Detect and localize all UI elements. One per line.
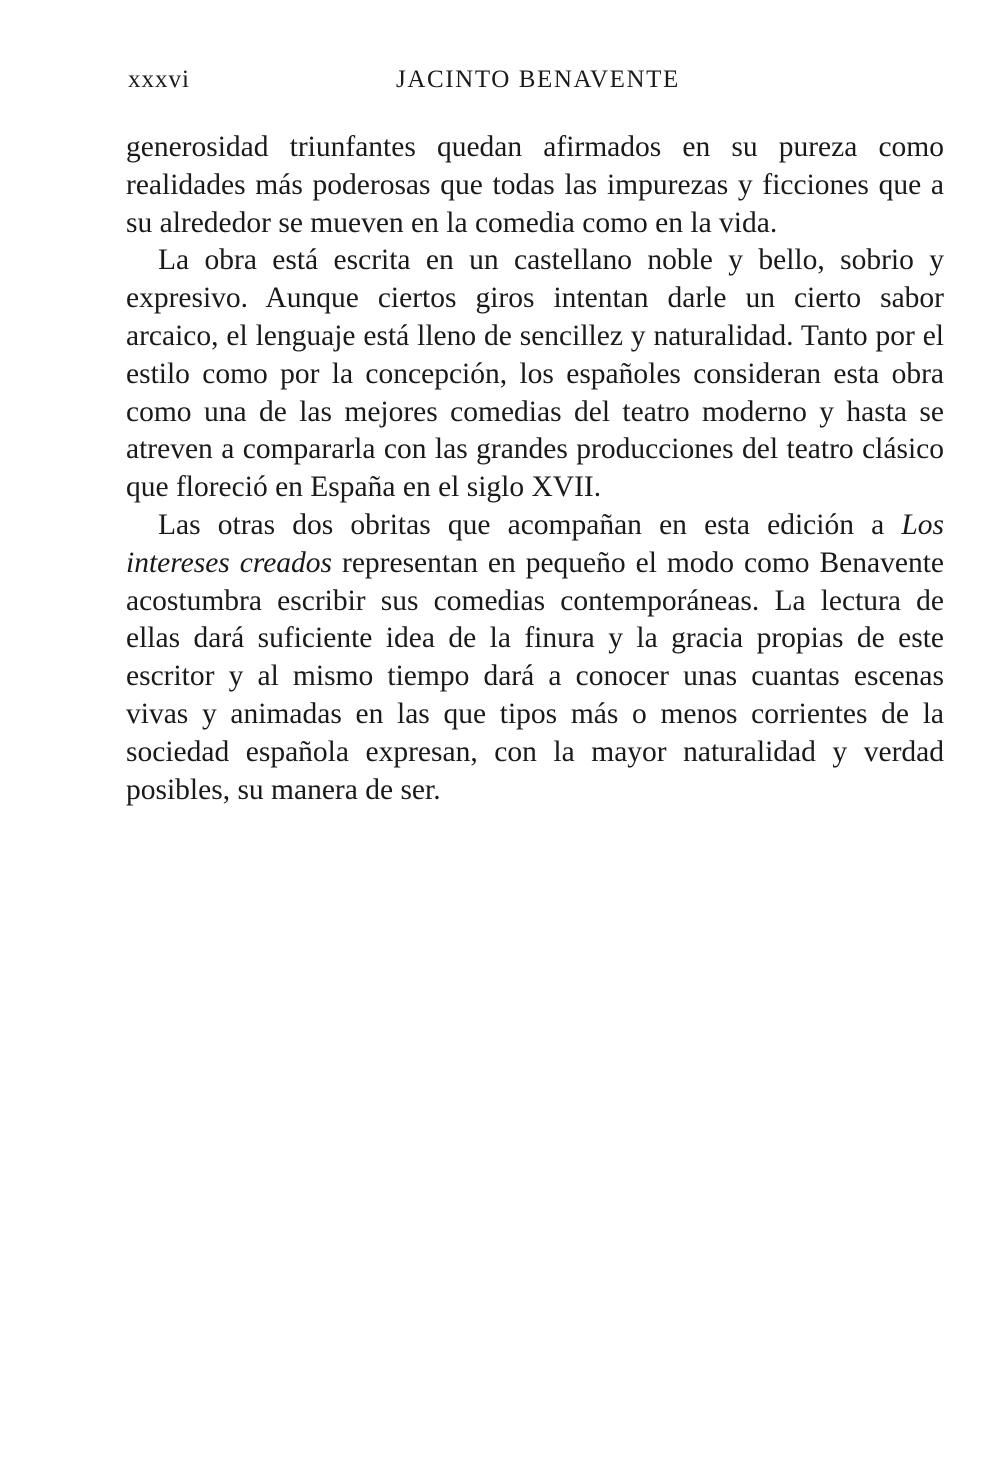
running-head (128, 66, 946, 102)
page-number: xxxvi (128, 66, 190, 93)
work-title: Los intereses creados (126, 508, 944, 579)
paragraph-la-obra: La obra está escrita en un castellano noble y bello, sobrio y expresivo. Aunque ciertos giros intentan darle un cierto sabor arcaico, el lenguaje está lleno de sencillez y naturalidad. Tanto por el estilo como por la concepción, los españoles consideran esta obra como una de las mejores comedias del teatro moderno y hasta se atreven a compararla con las grandes producciones del teatro clásico que floreció en España en el siglo XVII. (126, 244, 944, 504)
running-head-title: JACINTO BENAVENTE (396, 66, 680, 93)
paragraph-text-before-title: Las otras dos obritas que acompañan en esta edición a (158, 508, 902, 541)
paragraph-las-otras (126, 507, 944, 809)
paragraph-continued: generosidad triunfantes quedan afirmados en su pureza como realidades más poderosas que todas las impurezas y ficciones que a su alrededor se mueven en la comedia como en la vida. (126, 131, 944, 239)
body-text (126, 129, 944, 809)
paragraph-text-after-title: representan en pequeño el modo como Benavente acostumbra escribir sus comedias contemporáneas. La lectura de ellas dará suficiente idea de la finura y la gracia propias de este escritor y al mismo tiempo dará a conocer unas cuantas escenas vivas y animadas en las que tipos más o menos corrientes de la sociedad española expresan, con la mayor naturalidad y verdad posibles, su manera de ser. (126, 546, 944, 806)
